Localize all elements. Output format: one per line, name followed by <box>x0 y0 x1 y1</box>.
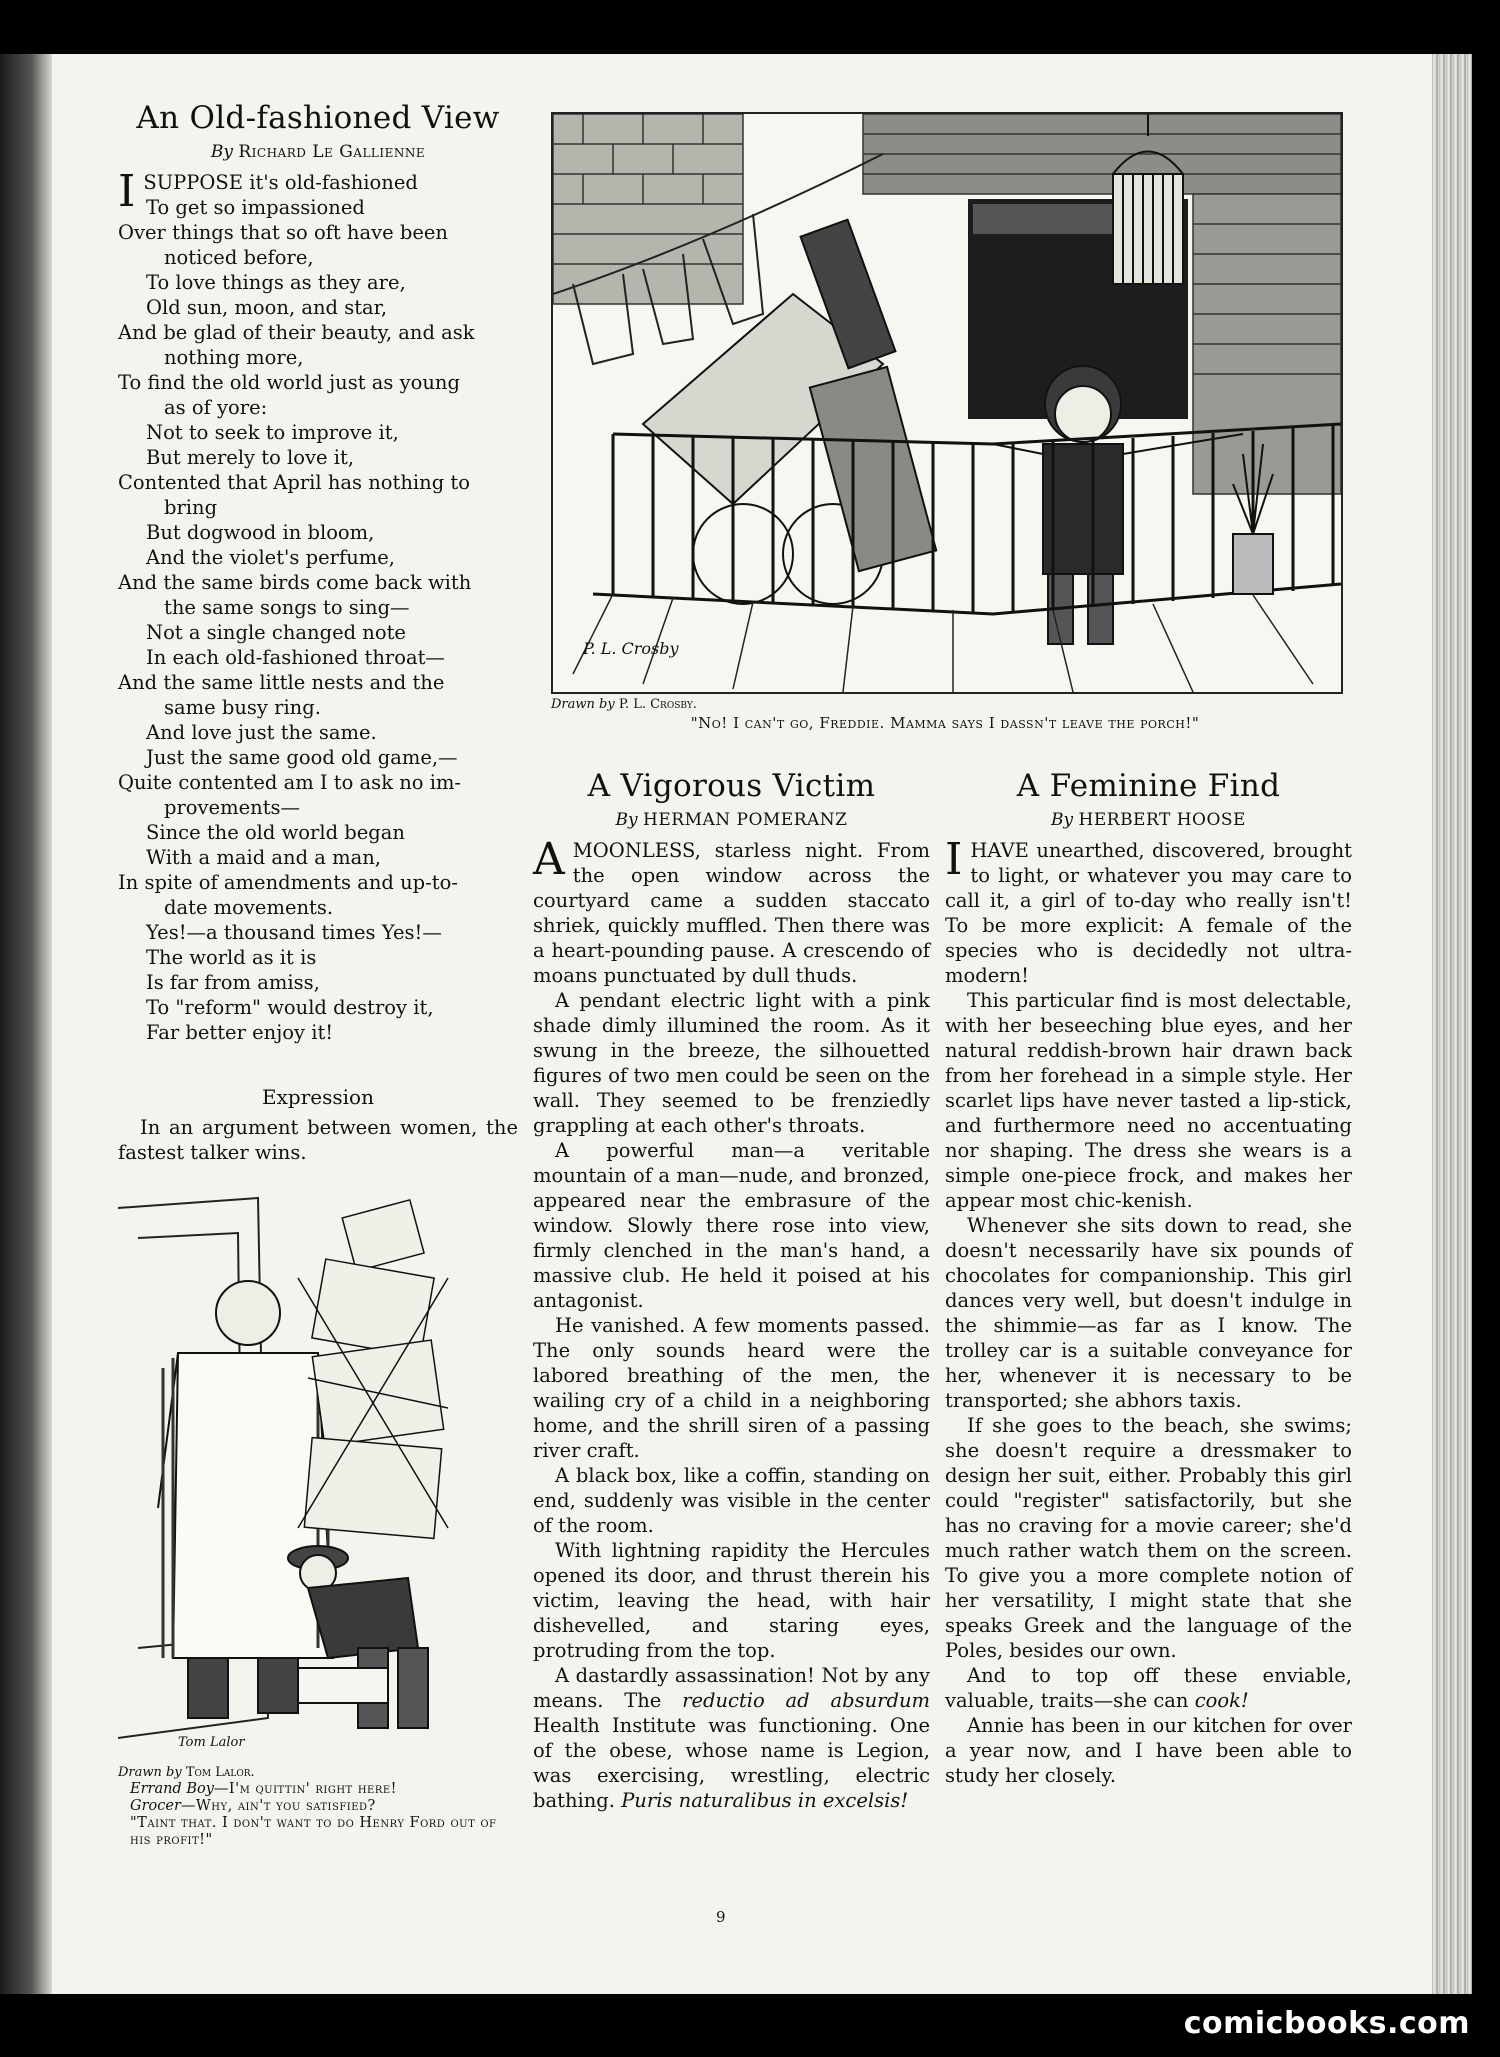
poem-line: Not a single changed note <box>146 621 406 644</box>
left-illustration-caption-block <box>118 1764 518 1849</box>
story-body <box>945 834 1352 1788</box>
credit-prefix: Drawn by <box>118 1765 182 1780</box>
grocer-illustration <box>118 1178 498 1753</box>
byline-by: By <box>1051 810 1074 830</box>
top-illustration-caption: "No! I can't go, Freddie. Mamma says I dassn't leave the porch!" <box>690 714 1200 732</box>
grocer-drawing <box>118 1178 498 1753</box>
story-byline <box>533 810 930 830</box>
caption-line <box>118 1781 518 1798</box>
caption-text: —Why, ain't you satisfied? <box>180 1798 376 1814</box>
poem-line: And love just the same. <box>146 721 377 744</box>
paragraph: A dastardly assassination! Not by any means. The reductio ad absurdum Health Institute was functioning. One of the obese, whose name is Legion, was exercising, wrestling, electric bathing. Puris naturalibus in excelsis! <box>533 1664 930 1812</box>
credit-prefix: Drawn by <box>551 697 615 712</box>
poem-line: as of yore: <box>164 396 268 419</box>
poem-line: SUPPOSE it's old-fashioned <box>143 171 418 194</box>
poem-line: Just the same good old game,— <box>146 746 458 769</box>
paragraph: A pendant electric light with a pink shade dimly illumined the room. As it swung in the breeze, the silhouetted figures of two men could be seen on the wall. They seemed to be frenziedly grappling at each other's throats. <box>533 989 930 1137</box>
credit-name: Tom Lalor. <box>185 1765 255 1780</box>
poem-line: the same songs to sing— <box>164 596 410 619</box>
poem-line: To love things as they are, <box>146 271 406 294</box>
paragraph: A MOONLESS, starless night. From the open window across the courtyard came a sudden staccato shriek, quickly muffled. Then there was a heart-pounding pause. A crescendo of moans punctuated by dull thuds. <box>533 834 930 987</box>
caption-speaker: Errand Boy <box>130 1781 214 1797</box>
poem-author: Richard Le Gallienne <box>238 142 426 162</box>
paragraph: Whenever she sits down to read, she doesn't necessarily have six pounds of chocolates for companionship. This girl dances very well, but doesn't indulge in the shimmie—as far as I know. The trolley car is a suitable conveyance for her, whenever it is necessary to be transported; she abhors taxis. <box>945 1214 1352 1412</box>
poem-body <box>118 166 518 1045</box>
paragraph: He vanished. A few moments passed. The only sounds heard were the labored breathing of the men, the wailing cry of a child in a neighboring home, and the shrill siren of a passing river craft. <box>533 1314 930 1462</box>
poem-column <box>118 100 518 1165</box>
poem-line: Yes!—a thousand times Yes!— <box>146 921 442 944</box>
left-illustration-credit <box>118 1764 518 1781</box>
credit-name: P. L. Crosby. <box>618 697 697 712</box>
story-title: A Vigorous Victim <box>587 768 876 804</box>
crosby-signature: P. L. Crosby <box>583 639 679 658</box>
poem-line: And the same little nests and the <box>118 671 445 694</box>
story-byline <box>945 810 1352 830</box>
expression-body <box>118 1115 518 1165</box>
poem-line: same busy ring. <box>164 696 321 719</box>
caption-line <box>118 1798 518 1815</box>
paragraph: I HAVE unearthed, discovered, brought to light, or whatever you may care to call it, a girl of to-day who really isn't! To be more explicit: A female of the species who is decidedly not ultra-modern! <box>945 834 1352 987</box>
poem-line: In spite of amendments and up-to- <box>118 871 458 894</box>
poem-line: Is far from amiss, <box>146 971 320 994</box>
poem-line: bring <box>164 496 218 519</box>
poem-line: But merely to love it, <box>146 446 355 469</box>
caption-speaker: Grocer <box>130 1798 181 1814</box>
poem-line: To find the old world just as young <box>118 371 460 394</box>
poem-line: provements— <box>164 796 301 819</box>
poem-line: Not to seek to improve it, <box>146 421 399 444</box>
poem-line: And the violet's perfume, <box>146 546 395 569</box>
paragraph: This particular find is most delectable, with her beseeching blue eyes, and her natural reddish-brown hair drawn back from her forehead in a simple style. Her scarlet lips have never tasted a lip-stick, and furthermore need no accentuating nor shaping. The dress she wears is a simple one-piece frock, and makes her appear most chic-kenish. <box>945 989 1352 1212</box>
drop-cap: I <box>118 166 136 217</box>
poem-line: But dogwood in bloom, <box>146 521 375 544</box>
story-title: A Feminine Find <box>1016 768 1281 804</box>
poem-line: To "reform" would destroy it, <box>146 996 434 1019</box>
feminine-find-column <box>945 768 1352 1788</box>
poem-line: noticed before, <box>164 246 314 269</box>
poem-line: With a maid and a man, <box>146 846 381 869</box>
poem-line: nothing more, <box>164 346 304 369</box>
site-watermark: comicbooks.com <box>1183 2006 1470 2041</box>
poem-line: Old sun, moon, and star, <box>146 296 388 319</box>
vigorous-victim-column <box>533 768 930 1813</box>
poem-line: Since the old world began <box>146 821 405 844</box>
poem-line: In each old-fashioned throat— <box>146 646 445 669</box>
poem-line: date movements. <box>164 896 334 919</box>
top-illustration-caption-block <box>551 697 1339 732</box>
story-author: HERBERT HOOSE <box>1078 810 1246 830</box>
byline-by: By <box>615 810 638 830</box>
paragraph: With lightning rapidity the Hercules opened its door, and thrust therein his victim, leaving the head, with hair dishevelled, and staring eyes, protruding from the top. <box>533 1539 930 1662</box>
paragraph: If she goes to the beach, she swims; she doesn't require a dressmaker to design her suit, either. Probably this girl could "register" satisfactorily, but she has no craving for a movie career; she'd much rather watch them on the screen. To give you a more complete notion of her versatility, I might state that she speaks Greek and the language of the Poles, besides our own. <box>945 1414 1352 1662</box>
page-number: 9 <box>716 1908 726 1926</box>
poem-line: Quite contented am I to ask no im- <box>118 771 462 794</box>
balcony-drawing <box>553 114 1341 692</box>
balcony-illustration <box>551 112 1343 694</box>
expression-title: Expression <box>262 1085 374 1109</box>
book-spine-edge <box>0 54 52 1994</box>
caption-line: "Taint that. I don't want to do Henry Ford out of his profit!" <box>130 1815 497 1848</box>
top-illustration-credit <box>551 697 1339 712</box>
poem-title: An Old-fashioned View <box>136 100 500 136</box>
story-body <box>533 834 930 1813</box>
poem-line: And the same birds come back with <box>118 571 472 594</box>
poem-line: Over things that so oft have been <box>118 221 448 244</box>
caption-text: —I'm quittin' right here! <box>213 1781 398 1797</box>
story-author: HERMAN POMERANZ <box>643 810 848 830</box>
page-stack-edge <box>1432 54 1472 1994</box>
byline-by: By <box>210 142 233 162</box>
poem-line: Contented that April has nothing to <box>118 471 470 494</box>
drop-cap: A <box>533 834 565 885</box>
poem-line: And be glad of their beauty, and ask <box>118 321 475 344</box>
paragraph: A black box, like a coffin, standing on end, suddenly was visible in the center of the room. <box>533 1464 930 1537</box>
poem-line: The world as it is <box>146 946 317 969</box>
paragraph: Annie has been in our kitchen for over a year now, and I have been able to study her closely. <box>945 1714 1352 1787</box>
lalor-signature: Tom Lalor <box>178 1735 245 1750</box>
poem-byline <box>118 142 518 162</box>
drop-cap: I <box>945 834 963 885</box>
poem-line: Far better enjoy it! <box>146 1021 334 1044</box>
poem-line: To get so impassioned <box>146 196 365 219</box>
expression-text: In an argument between women, the fastest talker wins. <box>118 1116 518 1164</box>
paragraph: A powerful man—a veritable mountain of a man—nude, and bronzed, appeared near the embrasure of the window. Slowly there rose into view, firmly clenched in the man's hand, a massive club. He held it poised at his antagonist. <box>533 1139 930 1312</box>
paragraph: And to top off these enviable, valuable, traits—she can cook! <box>945 1664 1352 1712</box>
